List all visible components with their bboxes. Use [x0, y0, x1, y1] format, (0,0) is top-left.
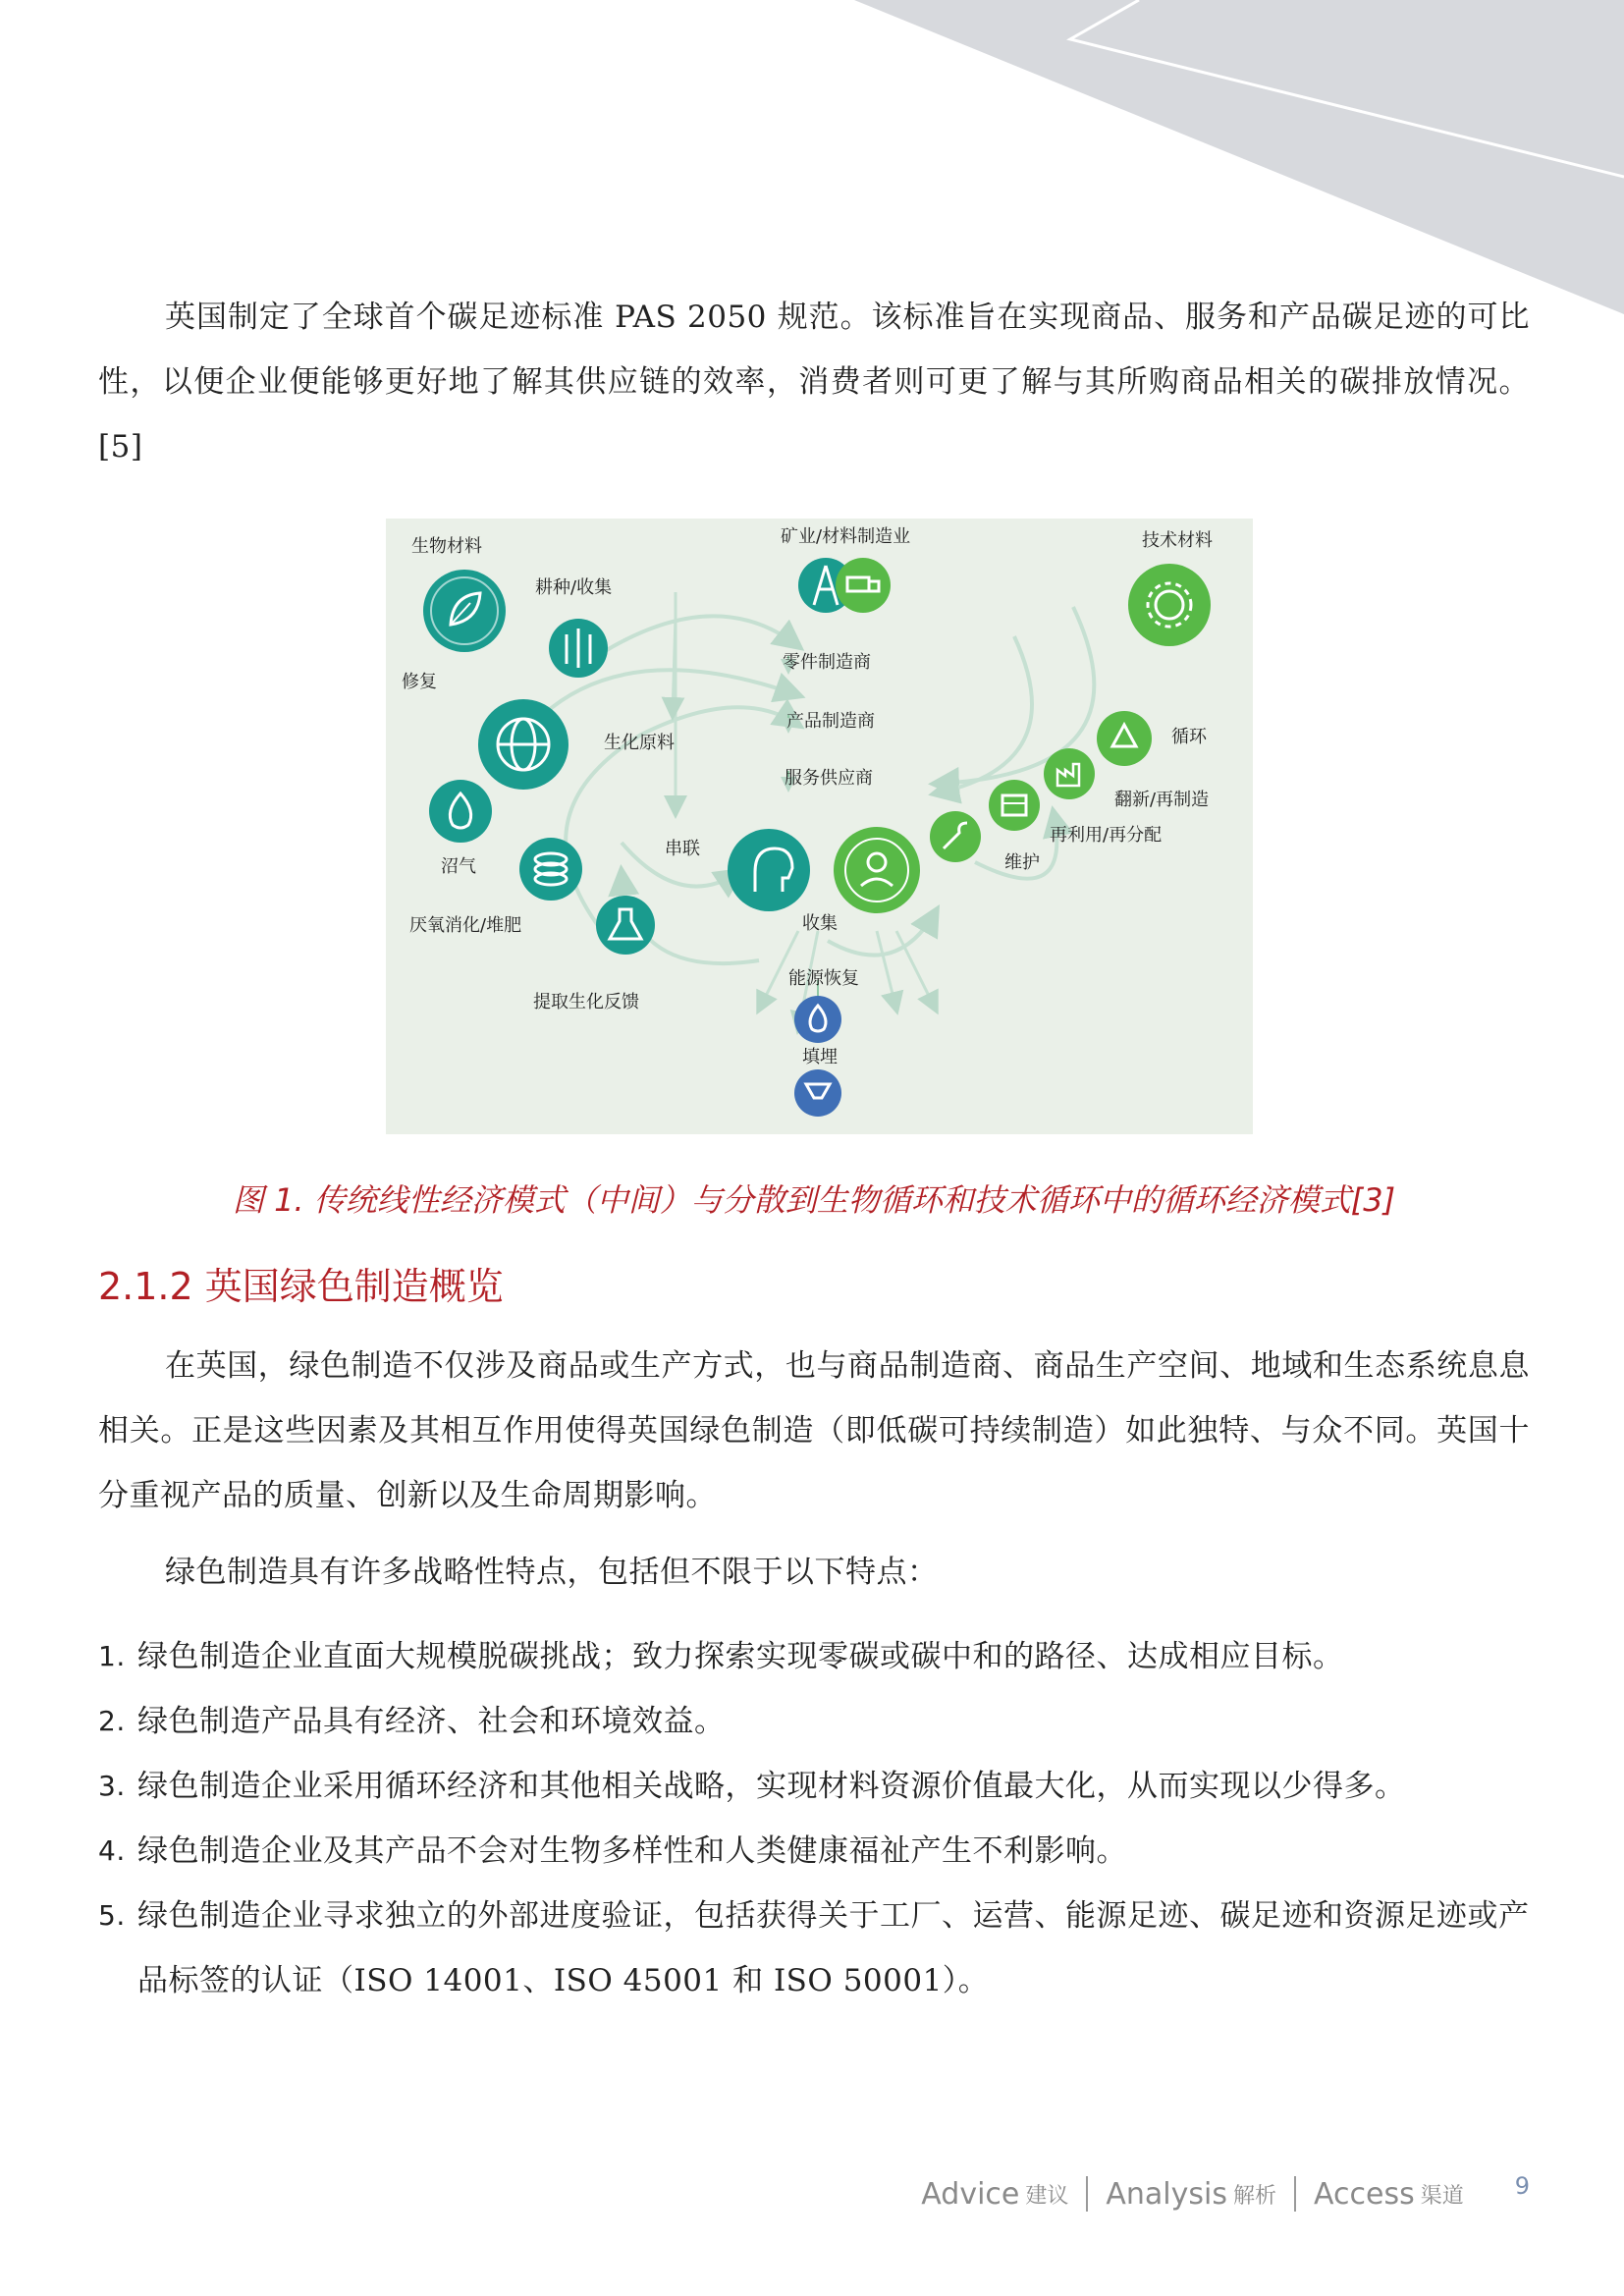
label-extract: 提取生化反馈 [533, 992, 639, 1012]
globe-icon [478, 699, 568, 790]
landfill-icon [794, 1069, 841, 1117]
person-icon [834, 827, 920, 913]
label-landfill: 填埋 [802, 1047, 838, 1067]
intro-paragraph: 英国制定了全球首个碳足迹标准 PAS 2050 规范。该标准旨在实现商品、服务和产品碳足迹的可比性，以便企业便能够更好地了解其供应链的效率，消费者则可更了解与其所购商品相关的碳排放情况。[5] [98, 300, 1530, 465]
flame-icon [429, 780, 492, 843]
footer-analysis: Analysis [1106, 2176, 1227, 2212]
wrench-icon [930, 811, 981, 862]
label-mining: 矿业/材料制造业 [781, 526, 911, 547]
footer-analysis-cn: 解析 [1232, 2183, 1276, 2209]
page-number: 9 [1514, 2172, 1530, 2200]
label-biogas: 沼气 [441, 856, 476, 877]
footer-access-cn: 渠道 [1420, 2183, 1464, 2209]
fire-icon [794, 996, 841, 1043]
list-item: 1. 绿色制造企业直面大规模脱碳挑战；致力探索实现零碳或碳中和的路径、达成相应目标。 [98, 1639, 1344, 1674]
footer-divider [1086, 2176, 1088, 2212]
circular-economy-diagram [386, 519, 1253, 1134]
label-maintain: 维护 [1004, 852, 1040, 873]
label-parts: 零件制造商 [783, 652, 871, 673]
factory-icon [1044, 748, 1095, 799]
list-item: 3. 绿色制造企业采用循环经济和其他相关战略，实现材料资源价值最大化，从而实现以少得多。 [98, 1769, 1406, 1804]
label-restore: 修复 [402, 672, 437, 692]
label-refurbish: 翻新/再制造 [1114, 790, 1210, 810]
leaf-icon [423, 570, 506, 652]
wheat-icon [549, 619, 608, 678]
truck-icon [836, 558, 891, 613]
label-collect: 收集 [802, 913, 838, 934]
header-decoration [0, 0, 1624, 324]
label-service: 服务供应商 [785, 768, 873, 789]
paragraph-2: 在英国，绿色制造不仅涉及商品或生产方式，也与商品制造商、商品生产空间、地域和生态系统息息相关。正是这些因素及其相互作用使得英国绿色制造（即低碳可持续制造）如此独特、与众不同。英国十分重视产品的质量、创新以及生命周期影响。 [98, 1348, 1530, 1513]
box-icon [989, 780, 1040, 831]
list-item: 2. 绿色制造产品具有经济、社会和环境效益。 [98, 1704, 726, 1739]
label-cascade: 串联 [665, 839, 700, 859]
gear-icon [1128, 564, 1211, 646]
list-item: 4. 绿色制造企业及其产品不会对生物多样性和人类健康福祉产生不利影响。 [98, 1833, 1127, 1869]
footer-advice-cn: 建议 [1025, 2183, 1069, 2209]
label-bio-materials: 生物材料 [411, 536, 482, 557]
label-farming: 耕种/收集 [535, 577, 613, 598]
section-heading: 2.1.2 英国绿色制造概览 [98, 1265, 504, 1308]
page-footer [921, 2172, 1530, 2215]
head-icon [728, 829, 810, 911]
footer-divider [1294, 2176, 1296, 2212]
layers-icon [519, 838, 582, 901]
footer-access: Access [1314, 2176, 1415, 2212]
footer-advice: Advice [921, 2176, 1020, 2212]
paragraph-3: 绿色制造具有许多战略性特点，包括但不限于以下特点： [165, 1555, 939, 1590]
label-anaerobic: 厌氧消化/堆肥 [409, 915, 522, 936]
figure-caption: 图 1. 传统线性经济模式（中间）与分散到生物循环和技术循环中的循环经济模式[3] [232, 1181, 1396, 1219]
label-energy: 能源恢复 [788, 968, 859, 989]
label-product: 产品制造商 [786, 711, 875, 732]
label-reuse: 再利用/再分配 [1050, 825, 1163, 846]
flask-icon [596, 896, 655, 955]
feature-list [98, 1624, 1530, 2013]
label-recycle: 循环 [1171, 727, 1207, 747]
label-biochem-feedstock: 生化原料 [604, 733, 675, 753]
label-tech-materials: 技术材料 [1142, 530, 1213, 551]
recycle-icon [1097, 711, 1152, 766]
list-item: 5. 绿色制造企业寻求独立的外部进度验证，包括获得关于工厂、运营、能源足迹、碳足迹和资源足迹或产品标签的认证（ISO 14001、ISO 45001 和 ISO 50001）。 [98, 1898, 1530, 1998]
